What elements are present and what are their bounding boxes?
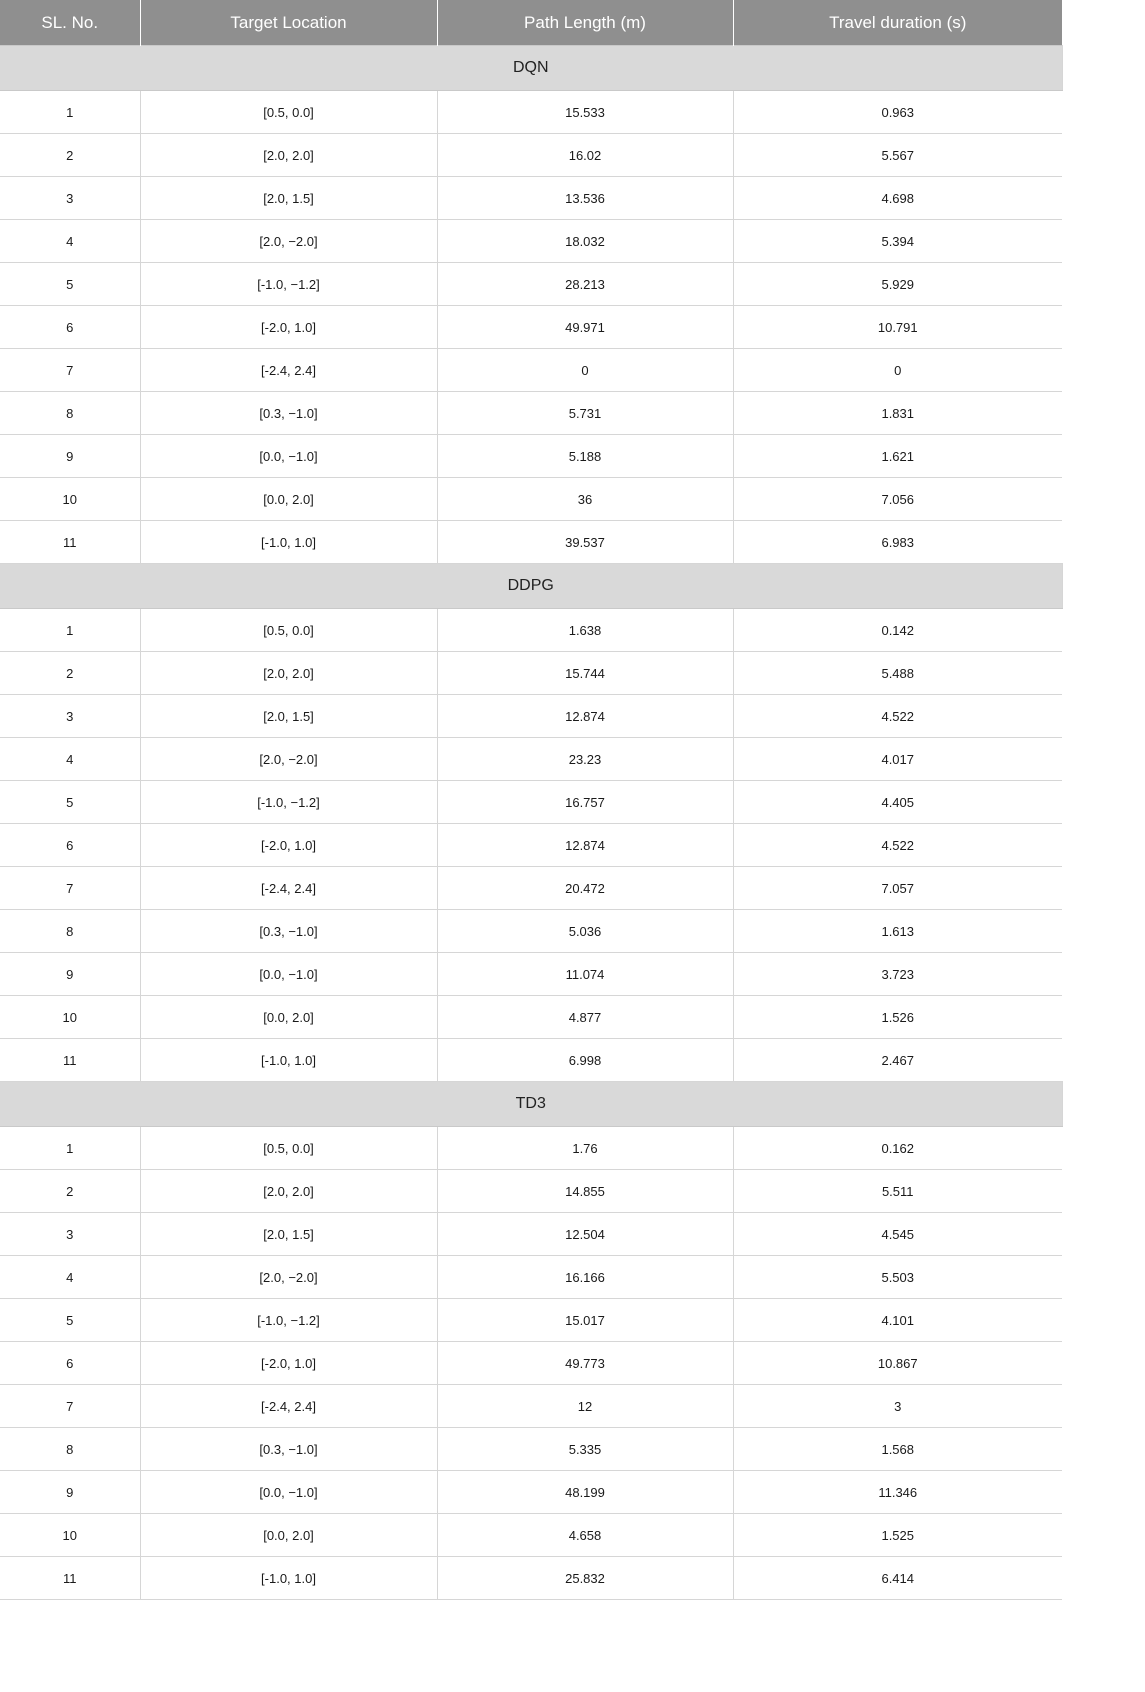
cell-sl-no: 10 (0, 996, 140, 1039)
cell-path-length: 16.02 (437, 134, 733, 177)
cell-sl-no: 3 (0, 177, 140, 220)
cell-path-length: 48.199 (437, 1471, 733, 1514)
cell-target-location: [2.0, 2.0] (140, 1170, 437, 1213)
cell-target-location: [-1.0, −1.2] (140, 781, 437, 824)
table-row (0, 1428, 1062, 1471)
cell-sl-no: 6 (0, 824, 140, 867)
cell-target-location: [2.0, 1.5] (140, 695, 437, 738)
table-row (0, 781, 1062, 824)
cell-path-length: 15.744 (437, 652, 733, 695)
cell-travel-duration: 1.613 (733, 910, 1062, 953)
cell-target-location: [2.0, 1.5] (140, 177, 437, 220)
cell-sl-no: 1 (0, 1127, 140, 1170)
cell-target-location: [2.0, −2.0] (140, 738, 437, 781)
column-header-sl-no: SL. No. (0, 0, 140, 46)
column-header-target-location: Target Location (140, 0, 437, 46)
cell-path-length: 5.731 (437, 392, 733, 435)
cell-path-length: 4.658 (437, 1514, 733, 1557)
cell-path-length: 18.032 (437, 220, 733, 263)
cell-path-length: 5.036 (437, 910, 733, 953)
cell-travel-duration: 10.791 (733, 306, 1062, 349)
cell-target-location: [0.5, 0.0] (140, 609, 437, 652)
cell-sl-no: 5 (0, 263, 140, 306)
cell-sl-no: 8 (0, 392, 140, 435)
cell-path-length: 23.23 (437, 738, 733, 781)
cell-target-location: [0.3, −1.0] (140, 910, 437, 953)
table-row (0, 435, 1062, 478)
table-row (0, 695, 1062, 738)
table-row (0, 867, 1062, 910)
table-row (0, 1213, 1062, 1256)
cell-travel-duration: 5.511 (733, 1170, 1062, 1213)
cell-travel-duration: 5.394 (733, 220, 1062, 263)
cell-travel-duration: 4.405 (733, 781, 1062, 824)
table-row (0, 953, 1062, 996)
cell-path-length: 20.472 (437, 867, 733, 910)
table-row (0, 910, 1062, 953)
cell-sl-no: 9 (0, 435, 140, 478)
cell-sl-no: 3 (0, 1213, 140, 1256)
table-row (0, 1039, 1062, 1082)
table-row (0, 177, 1062, 220)
cell-sl-no: 2 (0, 652, 140, 695)
cell-sl-no: 7 (0, 867, 140, 910)
cell-target-location: [-1.0, −1.2] (140, 1299, 437, 1342)
cell-target-location: [2.0, 2.0] (140, 652, 437, 695)
table-row (0, 1127, 1062, 1170)
cell-target-location: [2.0, 2.0] (140, 134, 437, 177)
cell-target-location: [0.0, −1.0] (140, 435, 437, 478)
cell-target-location: [-2.0, 1.0] (140, 824, 437, 867)
cell-path-length: 25.832 (437, 1557, 733, 1600)
cell-travel-duration: 11.346 (733, 1471, 1062, 1514)
cell-path-length: 49.971 (437, 306, 733, 349)
cell-travel-duration: 3 (733, 1385, 1062, 1428)
cell-path-length: 36 (437, 478, 733, 521)
table-row (0, 1557, 1062, 1600)
cell-travel-duration: 0.142 (733, 609, 1062, 652)
cell-path-length: 16.757 (437, 781, 733, 824)
cell-sl-no: 2 (0, 134, 140, 177)
cell-sl-no: 10 (0, 1514, 140, 1557)
cell-target-location: [0.0, 2.0] (140, 1514, 437, 1557)
table-row (0, 1385, 1062, 1428)
cell-travel-duration: 1.831 (733, 392, 1062, 435)
cell-path-length: 28.213 (437, 263, 733, 306)
cell-sl-no: 6 (0, 306, 140, 349)
cell-travel-duration: 5.567 (733, 134, 1062, 177)
cell-travel-duration: 4.698 (733, 177, 1062, 220)
cell-target-location: [0.0, 2.0] (140, 478, 437, 521)
cell-travel-duration: 4.522 (733, 695, 1062, 738)
table-row (0, 521, 1062, 564)
table-header (0, 0, 1062, 46)
table-row (0, 1299, 1062, 1342)
column-header-travel-duration: Travel duration (s) (733, 0, 1062, 46)
cell-sl-no: 11 (0, 1039, 140, 1082)
cell-sl-no: 11 (0, 521, 140, 564)
cell-travel-duration: 4.017 (733, 738, 1062, 781)
cell-path-length: 15.017 (437, 1299, 733, 1342)
cell-travel-duration: 5.488 (733, 652, 1062, 695)
cell-target-location: [-1.0, 1.0] (140, 1557, 437, 1600)
cell-path-length: 39.537 (437, 521, 733, 564)
cell-travel-duration: 7.056 (733, 478, 1062, 521)
cell-target-location: [-1.0, −1.2] (140, 263, 437, 306)
table-group-label: DQN (0, 46, 1062, 91)
cell-target-location: [-2.0, 1.0] (140, 1342, 437, 1385)
cell-path-length: 1.638 (437, 609, 733, 652)
cell-travel-duration: 1.525 (733, 1514, 1062, 1557)
cell-path-length: 5.335 (437, 1428, 733, 1471)
cell-sl-no: 6 (0, 1342, 140, 1385)
cell-travel-duration: 6.414 (733, 1557, 1062, 1600)
cell-target-location: [0.5, 0.0] (140, 91, 437, 134)
cell-sl-no: 1 (0, 609, 140, 652)
cell-path-length: 12 (437, 1385, 733, 1428)
cell-target-location: [-2.4, 2.4] (140, 1385, 437, 1428)
cell-path-length: 12.874 (437, 695, 733, 738)
table-row (0, 91, 1062, 134)
cell-path-length: 5.188 (437, 435, 733, 478)
table-row (0, 134, 1062, 177)
cell-sl-no: 8 (0, 910, 140, 953)
cell-sl-no: 4 (0, 1256, 140, 1299)
cell-travel-duration: 4.545 (733, 1213, 1062, 1256)
cell-target-location: [0.0, −1.0] (140, 953, 437, 996)
table-group-row (0, 564, 1062, 609)
cell-travel-duration: 1.621 (733, 435, 1062, 478)
cell-target-location: [2.0, 1.5] (140, 1213, 437, 1256)
cell-sl-no: 5 (0, 1299, 140, 1342)
cell-target-location: [-1.0, 1.0] (140, 521, 437, 564)
table-row (0, 1170, 1062, 1213)
table-group-label: DDPG (0, 564, 1062, 609)
cell-path-length: 6.998 (437, 1039, 733, 1082)
table-row (0, 392, 1062, 435)
cell-travel-duration: 5.929 (733, 263, 1062, 306)
cell-travel-duration: 2.467 (733, 1039, 1062, 1082)
cell-target-location: [-2.4, 2.4] (140, 867, 437, 910)
cell-sl-no: 9 (0, 1471, 140, 1514)
table-row (0, 306, 1062, 349)
cell-sl-no: 5 (0, 781, 140, 824)
table-group-row (0, 46, 1062, 91)
cell-sl-no: 4 (0, 738, 140, 781)
table-row (0, 996, 1062, 1039)
cell-target-location: [0.3, −1.0] (140, 1428, 437, 1471)
cell-sl-no: 4 (0, 220, 140, 263)
table-row (0, 609, 1062, 652)
cell-sl-no: 1 (0, 91, 140, 134)
cell-sl-no: 3 (0, 695, 140, 738)
cell-travel-duration: 1.568 (733, 1428, 1062, 1471)
cell-travel-duration: 10.867 (733, 1342, 1062, 1385)
cell-travel-duration: 1.526 (733, 996, 1062, 1039)
table-row (0, 1514, 1062, 1557)
table-header-row (0, 0, 1062, 46)
cell-target-location: [2.0, −2.0] (140, 1256, 437, 1299)
cell-path-length: 12.504 (437, 1213, 733, 1256)
cell-sl-no: 7 (0, 349, 140, 392)
cell-path-length: 13.536 (437, 177, 733, 220)
cell-target-location: [0.0, −1.0] (140, 1471, 437, 1514)
table-group-row (0, 1082, 1062, 1127)
cell-path-length: 12.874 (437, 824, 733, 867)
table-row (0, 1342, 1062, 1385)
cell-travel-duration: 4.522 (733, 824, 1062, 867)
table-row (0, 1256, 1062, 1299)
cell-path-length: 4.877 (437, 996, 733, 1039)
cell-sl-no: 10 (0, 478, 140, 521)
table-row (0, 220, 1062, 263)
cell-target-location: [-1.0, 1.0] (140, 1039, 437, 1082)
table-group-label: TD3 (0, 1082, 1062, 1127)
cell-sl-no: 2 (0, 1170, 140, 1213)
cell-travel-duration: 3.723 (733, 953, 1062, 996)
cell-travel-duration: 0.162 (733, 1127, 1062, 1170)
table-row (0, 478, 1062, 521)
cell-sl-no: 9 (0, 953, 140, 996)
cell-path-length: 0 (437, 349, 733, 392)
table-row (0, 652, 1062, 695)
cell-sl-no: 11 (0, 1557, 140, 1600)
cell-path-length: 15.533 (437, 91, 733, 134)
cell-target-location: [-2.4, 2.4] (140, 349, 437, 392)
cell-path-length: 49.773 (437, 1342, 733, 1385)
cell-target-location: [0.5, 0.0] (140, 1127, 437, 1170)
cell-travel-duration: 0.963 (733, 91, 1062, 134)
column-header-path-length: Path Length (m) (437, 0, 733, 46)
table-row (0, 349, 1062, 392)
cell-travel-duration: 4.101 (733, 1299, 1062, 1342)
cell-travel-duration: 7.057 (733, 867, 1062, 910)
table-body (0, 46, 1062, 1600)
table-row (0, 738, 1062, 781)
cell-target-location: [0.0, 2.0] (140, 996, 437, 1039)
table-row (0, 824, 1062, 867)
cell-path-length: 16.166 (437, 1256, 733, 1299)
cell-sl-no: 7 (0, 1385, 140, 1428)
table-row (0, 263, 1062, 306)
cell-target-location: [2.0, −2.0] (140, 220, 437, 263)
cell-travel-duration: 0 (733, 349, 1062, 392)
cell-sl-no: 8 (0, 1428, 140, 1471)
cell-path-length: 14.855 (437, 1170, 733, 1213)
table-row (0, 1471, 1062, 1514)
cell-travel-duration: 5.503 (733, 1256, 1062, 1299)
cell-travel-duration: 6.983 (733, 521, 1062, 564)
cell-target-location: [-2.0, 1.0] (140, 306, 437, 349)
cell-path-length: 1.76 (437, 1127, 733, 1170)
cell-target-location: [0.3, −1.0] (140, 392, 437, 435)
cell-path-length: 11.074 (437, 953, 733, 996)
